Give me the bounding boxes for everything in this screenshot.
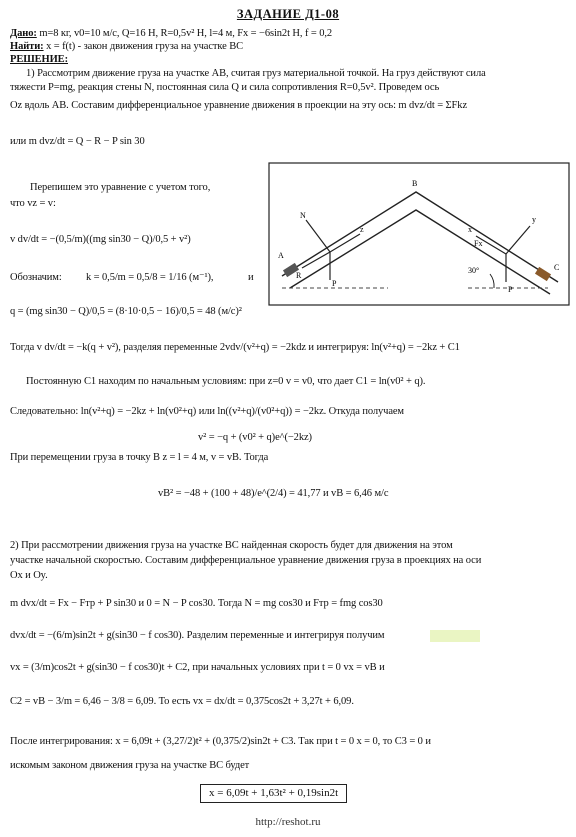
line-sled: Следовательно: ln(v²+q) = −2kz + ln(v0²+q) или ln((v²+q)/(v0²+q)) = −2kz. Откуда получаем: [10, 406, 404, 417]
line-iskomy: искомым законом движения груза на участке ВС будет: [10, 760, 250, 771]
line-vx: vx = (3/m)cos2t + g(sin30 − f cos30)t + C2, при начальных условиях при t = 0 vx = vB и: [10, 662, 385, 673]
mechanics-figure: [268, 162, 570, 306]
equation-vb: vB² = −48 + (100 + 48)/e^(2/4) = 41,77 и vB = 6,46 м/с: [158, 488, 389, 499]
paragraph-3-line-3: Ox и Oy.: [10, 570, 48, 581]
label-a: A: [278, 251, 284, 260]
paragraph-3-line-2: участке начальной скоростью. Составим дифференциальное уравнение движения груза в проекциях на оси: [10, 555, 482, 566]
footer-url: http://reshot.ru: [255, 816, 321, 828]
final-answer-box: x = 6,09t + 1,63t² + 0,19sin2t: [200, 784, 347, 803]
paragraph-3-line-1: 2) При рассмотрении движения груза на участке ВС найденная скорость будет для движения на этом: [10, 540, 453, 551]
given-text: m=8 кг, v0=10 м/с, Q=16 Н, R=0,5v² Н, l=4 м, Fx = −6sin2t Н, f = 0,2: [39, 28, 333, 39]
label-p-left: P: [332, 279, 337, 288]
label-oboznachim: Обозначим:: [10, 272, 62, 283]
paragraph-1-line-2: тяжести P=mg, реакция стены N, постоянная сила Q и сила сопротивления R=0,5v². Проведем ось: [10, 82, 440, 93]
angle-label: 30°: [468, 266, 480, 275]
line-razdelim: [10, 630, 384, 642]
label-x: x: [468, 225, 472, 234]
line-posle: После интегрирования: x = 6,09t + (3,27/2)t² + (0,375/2)sin2t + C3. Так при t = 0 x = 0, то C3 = 0 и: [10, 736, 431, 747]
label-fx: Fx: [474, 239, 483, 248]
paragraph-2-line-1: Перепишем это уравнение с учетом того,: [30, 182, 211, 193]
equation-k: k = 0,5/m = 0,5/8 = 1/16 (м⁻¹),: [86, 272, 214, 283]
paragraph-1-line-4: или m dvz/dt = Q − R − P sin 30: [10, 136, 145, 147]
line-c2: C2 = vB − 3/m = 6,46 − 3/8 = 6,09. То есть vx = dx/dt = 0,375cos2t + 3,27t + 6,09.: [10, 696, 354, 707]
label-z: z: [360, 225, 364, 234]
equation-system: m dvx/dt = Fx − Fтр + P sin30 и 0 = N − P cos30. Тогда N = mg cos30 и Fтр = fmg cos30: [10, 598, 383, 609]
label-r-left: R: [296, 271, 302, 280]
line-razdelim-text: dvx/dt = −(6/m)sin2t + g(sin30 − f cos30). Разделим переменные и интегрируя получим: [10, 630, 385, 641]
label-b: B: [412, 179, 418, 188]
find-line: [10, 41, 243, 53]
label-i: и: [248, 272, 254, 283]
paragraph-1-line-3: Oz вдоль АВ. Составим дифференциальное уравнение движения в проекции на эту ось: m dvz/dt = ΣFkz: [10, 100, 467, 111]
label-c: C: [554, 263, 560, 272]
paragraph-2-line-2: что vz = v:: [10, 198, 56, 209]
find-label: Найти:: [10, 41, 44, 52]
label-y: y: [532, 215, 536, 224]
line-togda: Тогда v dv/dt = −k(q + v²), разделяя переменные 2vdv/(v²+q) = −2kdz и интегрируя: ln(v²+q) = −2kz + C1: [10, 342, 460, 353]
equation-dv: v dv/dt = −(0,5/m)((mg sin30 − Q)/0,5 + v²): [10, 234, 191, 245]
line-perem: При перемещении груза в точку В z = l = 4 м, v = vB. Тогда: [10, 452, 269, 463]
given-line: [10, 28, 332, 40]
figure-frame: [269, 163, 569, 305]
highlight-integriruya: [430, 630, 480, 642]
solution-label: РЕШЕНИЕ:: [10, 54, 68, 65]
find-text: x = f(t) - закон движения груза на участке ВС: [46, 41, 244, 52]
paragraph-1-line-1: 1) Рассмотрим движение груза на участке АВ, считая груз материальной точкой. На груз действуют сила: [26, 68, 486, 79]
label-p-right: P: [508, 285, 513, 294]
equation-v2: v² = −q + (v0² + q)e^(−2kz): [198, 432, 312, 443]
label-n-left: N: [300, 211, 306, 220]
given-label: Дано:: [10, 28, 37, 39]
equation-q: q = (mg sin30 − Q)/0,5 = (8·10·0,5 − 16)/0,5 = 48 (м/с)²: [10, 306, 242, 317]
page-title: ЗАДАНИЕ Д1-08: [236, 7, 340, 21]
line-c1: Постоянную C1 находим по начальным условиям: при z=0 v = v0, что дает C1 = ln(v0² + q).: [26, 376, 426, 387]
